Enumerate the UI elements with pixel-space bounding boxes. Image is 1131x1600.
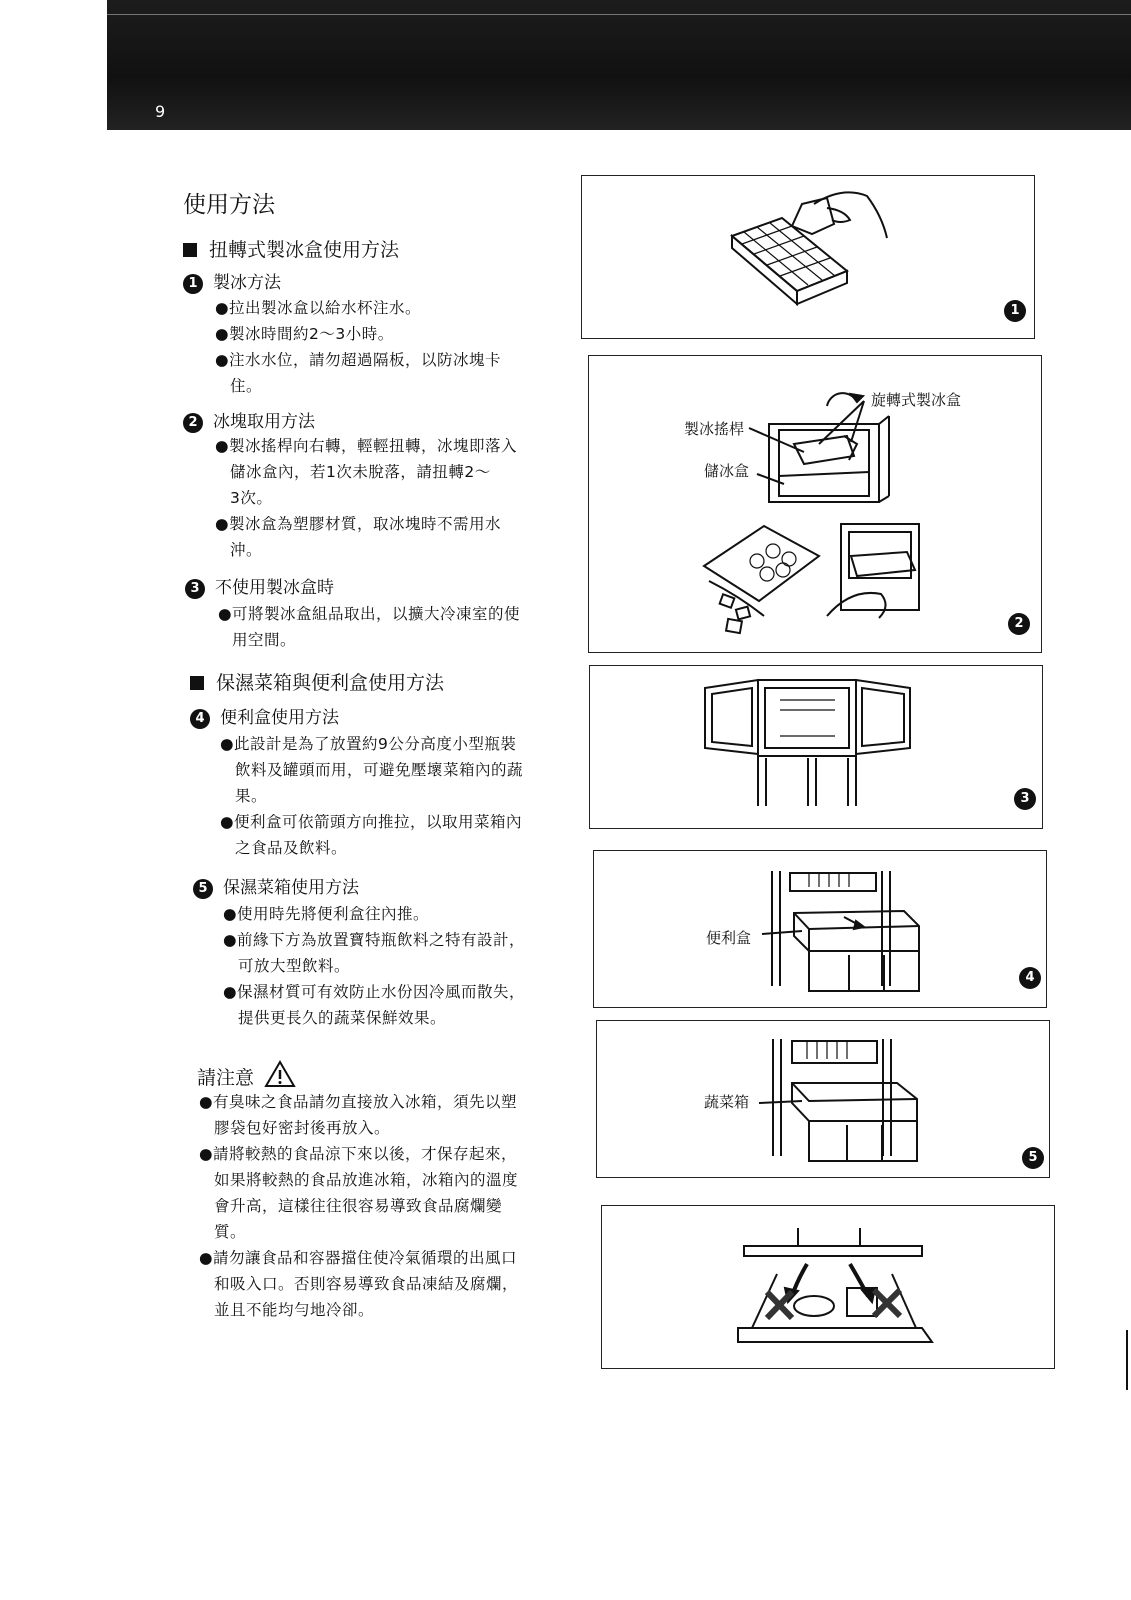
header-band xyxy=(107,0,1131,130)
caution-line: ●請將較熱的食品涼下來以後，才保存起來， xyxy=(199,1145,518,1163)
item-4-line: 果。 xyxy=(235,787,268,805)
item-1-line: ●製冰時間約2～3小時。 xyxy=(215,325,394,343)
number-badge-icon: 1 xyxy=(183,274,203,294)
caution-line: 並且不能均勻地冷卻。 xyxy=(214,1301,375,1319)
caution-line: 會升高，這樣往往很容易導致食品腐爛變 xyxy=(214,1197,503,1215)
figure-badge-5: 5 xyxy=(1022,1147,1044,1169)
figure-badge-3: 3 xyxy=(1014,788,1036,810)
convenience-box-illustration xyxy=(594,851,1046,1007)
item-title-5: 5 保濕菜箱使用方法 xyxy=(193,873,359,899)
figure-1-ice-tray-filling xyxy=(581,175,1035,339)
item-5-line: ●使用時先將便利盒往內推。 xyxy=(223,905,430,923)
item-2-line: 沖。 xyxy=(230,541,263,559)
rotate-tray-label: 旋轉式製冰盒 xyxy=(871,391,962,409)
number-badge-icon: 3 xyxy=(185,579,205,599)
item-1-line: ●注水水位，請勿超過隔板，以防冰塊卡 xyxy=(215,351,502,369)
figure-2-ice-removal xyxy=(588,355,1042,653)
ice-removal-illustration xyxy=(589,356,1041,652)
ice-storage-label: 儲冰盒 xyxy=(704,462,750,480)
item-4-line: 飲料及罐頭而用，可避免壓壞菜箱內的蔬 xyxy=(235,761,524,779)
ice-tray-illustration xyxy=(582,176,1034,338)
item-4-line: 之食品及飲料。 xyxy=(235,839,348,857)
item-1-line: 住。 xyxy=(230,377,263,395)
item-5-line: ●保濕材質可有效防止水份因冷風而散失， xyxy=(223,983,526,1001)
figure-badge-4: 4 xyxy=(1019,967,1041,989)
crisper-box-illustration xyxy=(597,1021,1049,1177)
item-2-line: 3次。 xyxy=(230,489,273,507)
item-5-line: 提供更長久的蔬菜保鮮效果。 xyxy=(238,1009,447,1027)
item-2-line: ●製冰搖桿向右轉，輕輕扭轉，冰塊即落入 xyxy=(215,437,518,455)
item-title-4: 4 便利盒使用方法 xyxy=(190,703,339,729)
figure-3-fridge-open xyxy=(589,665,1043,829)
figure-6-airflow-warning xyxy=(601,1205,1055,1369)
section-title-crisper: 保濕菜箱與便利盒使用方法 xyxy=(190,668,444,695)
item-title-1: 1 製冰方法 xyxy=(183,268,281,294)
page-title: 使用方法 xyxy=(183,192,275,218)
caution-line: 質。 xyxy=(214,1223,247,1241)
caution-line: ●請勿讓食品和容器擋住使冷氣循環的出風口 xyxy=(199,1249,518,1267)
ice-lever-label: 製冰搖桿 xyxy=(684,420,745,438)
item-4-line: ●便利盒可依箭頭方向推拉，以取用菜箱內 xyxy=(220,813,523,831)
item-4-line: ●此設計是為了放置約9公分高度小型瓶裝 xyxy=(220,735,517,753)
item-2-line: ●製冰盒為塑膠材質，取冰塊時不需用水 xyxy=(215,515,502,533)
figure-4-convenience-box xyxy=(593,850,1047,1008)
number-badge-icon: 5 xyxy=(193,879,213,899)
square-bullet-icon xyxy=(190,676,204,690)
page-number: 9 xyxy=(155,102,166,121)
number-badge-icon: 4 xyxy=(190,709,210,729)
item-3-line: 用空間。 xyxy=(232,631,297,649)
crisper-box-label: 蔬菜箱 xyxy=(704,1093,750,1111)
page-edge-mark xyxy=(1126,1330,1128,1390)
item-3-line: ●可將製冰盒組品取出，以擴大冷凍室的使 xyxy=(218,605,521,623)
square-bullet-icon xyxy=(183,243,197,257)
figure-5-crisper-box xyxy=(596,1020,1050,1178)
caution-line: 如果將較熱的食品放進冰箱，冰箱內的溫度 xyxy=(214,1171,519,1189)
item-1-line: ●拉出製冰盒以給水杯注水。 xyxy=(215,299,422,317)
section-title-ice-tray: 扭轉式製冰盒使用方法 xyxy=(183,235,399,262)
item-title-2: 2 冰塊取用方法 xyxy=(183,407,315,433)
convenience-box-label: 便利盒 xyxy=(706,929,752,947)
figure-badge-1: 1 xyxy=(1004,300,1026,322)
fridge-open-illustration xyxy=(590,666,1042,828)
item-title-3: 3 不使用製冰盒時 xyxy=(185,573,334,599)
caution-line: ●有臭味之食品請勿直接放入冰箱，須先以塑 xyxy=(199,1093,518,1111)
item-5-line: ●前緣下方為放置寶特瓶飲料之特有設計， xyxy=(223,931,526,949)
warning-triangle-icon xyxy=(264,1060,296,1088)
caution-line: 和吸入口。否則容易導致食品凍結及腐爛， xyxy=(214,1275,519,1293)
airflow-blocked-illustration xyxy=(602,1206,1054,1368)
number-badge-icon: 2 xyxy=(183,413,203,433)
item-5-line: 可放大型飲料。 xyxy=(238,957,351,975)
figure-badge-2: 2 xyxy=(1008,613,1030,635)
item-2-line: 儲冰盒內，若1次未脫落，請扭轉2～ xyxy=(230,463,491,481)
caution-title: 請注意 xyxy=(197,1060,296,1090)
caution-line: 膠袋包好密封後再放入。 xyxy=(214,1119,391,1137)
